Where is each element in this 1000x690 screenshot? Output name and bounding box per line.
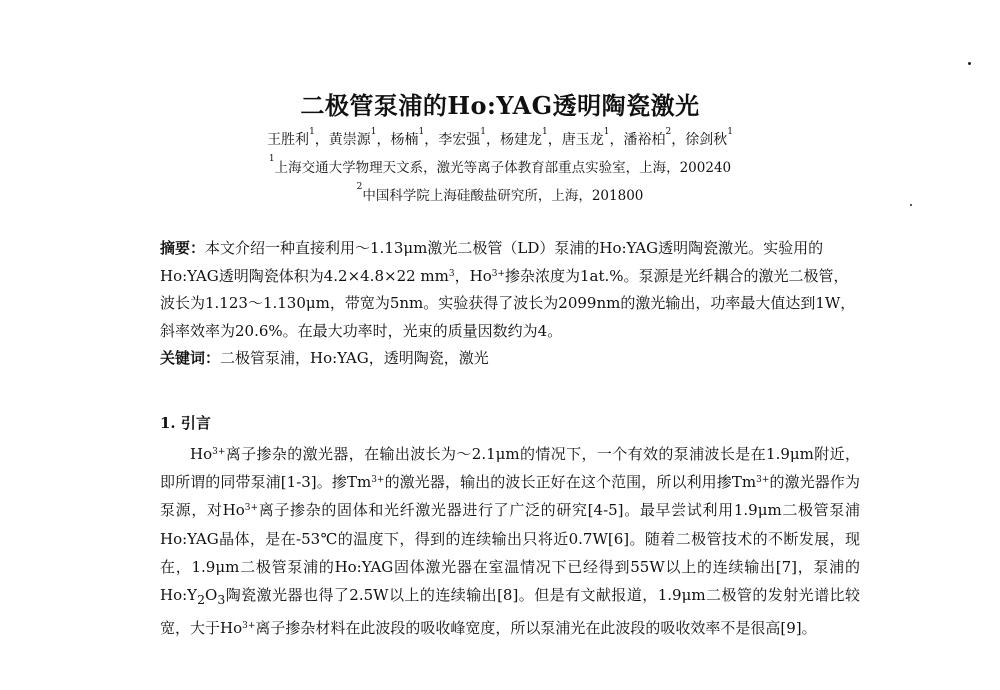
author: 杨楠$^1$ [390, 127, 425, 148]
scan-speck [910, 204, 912, 206]
author: 王胜利$^1$ [267, 127, 315, 148]
section-heading-introduction: 1. 引言 [160, 414, 211, 432]
introduction-body [160, 440, 860, 642]
author: 唐玉龙$^1$ [561, 127, 610, 148]
abstract [160, 235, 860, 373]
author: 徐剑秋$^1$ [685, 127, 733, 148]
author-list: 王胜利$^1$，黄崇源$^1$，杨楠$^1$，李宏强$^1$，杨建龙$^1$，唐玉龙$^1$，潘裕柏$^2$，徐剑秋$^1$ [267, 127, 733, 148]
keywords-label: 关键词： [160, 349, 221, 367]
introduction-paragraph: $Ho^{3+}$离子掺杂的激光器，在输出波长为～2.1μm的情况下，一个有效的泵浦波长是在1.9μm附近，即所谓的同带泵浦[1-3]。掺$Tm^{3+}$的激光器，输出的波长正好在这个范围，所以利用掺$Tm^{3+}$的激光器作为泵源，对$Ho^{3+}$离子掺杂的固体和光纤激光器进行了广泛的研究[4-5]。最早尝试利用1.9μm二极管泵浦Ho:YAG晶体，是在-53℃的温度下，得到的连续输出只将近0.7W[6]。随着二极管技术的不断发展，现在，1.9μm二极管泵浦的Ho:YAG固体激光器在室温情况下已经得到55W以上的连续输出[7]，泵浦的$Ho:Y_2O_3$陶瓷激光器也得了2.5W以上的连续输出[8]。但是有文献报道，1.9μm二极管的发射光谱比较宽，大于$Ho^{3+}$离子掺杂材料在此波段的吸收峰宽度，所以泵浦光在此波段的吸收效率不是很高[9]。 [160, 445, 860, 638]
affiliation-2: $^2$中国科学院上海硅酸盐研究所，上海，201800 [356, 182, 644, 204]
affiliation-1: $^1$上海交通大学物理天文系，激光等离子体教育部重点实验室，上海，200240 [268, 154, 732, 176]
author: 潘裕柏$^2$ [623, 127, 672, 148]
author: 李宏强$^1$ [438, 127, 486, 148]
paper-title: 二极管泵浦的Ho:YAG透明陶瓷激光 [300, 91, 700, 120]
author: 杨建龙$^1$ [500, 127, 548, 148]
author: 黄崇源$^1$ [328, 127, 377, 148]
abstract-body: 摘要：本文介绍一种直接利用～1.13μm激光二极管（LD）泵浦的Ho:YAG透明陶瓷激光。实验用的Ho:YAG透明陶瓷体积为4.2×4.8×22 $mm^3$，$Ho^{3+}$掺杂浓度为1at.%。泵源是光纤耦合的激光二极管，波长为1.123～1.130μm，带宽为5nm。实验获得了波长为2099nm的激光输出，功率最大值达到1W，斜率效率为20.6%。在最大功率时，光束的质量因数约为4。 [160, 239, 856, 340]
keywords: 关键词：二极管泵浦，Ho:YAG，透明陶瓷，激光 [160, 349, 489, 367]
scan-speck [968, 62, 971, 65]
abstract-label: 摘要： [160, 239, 206, 257]
